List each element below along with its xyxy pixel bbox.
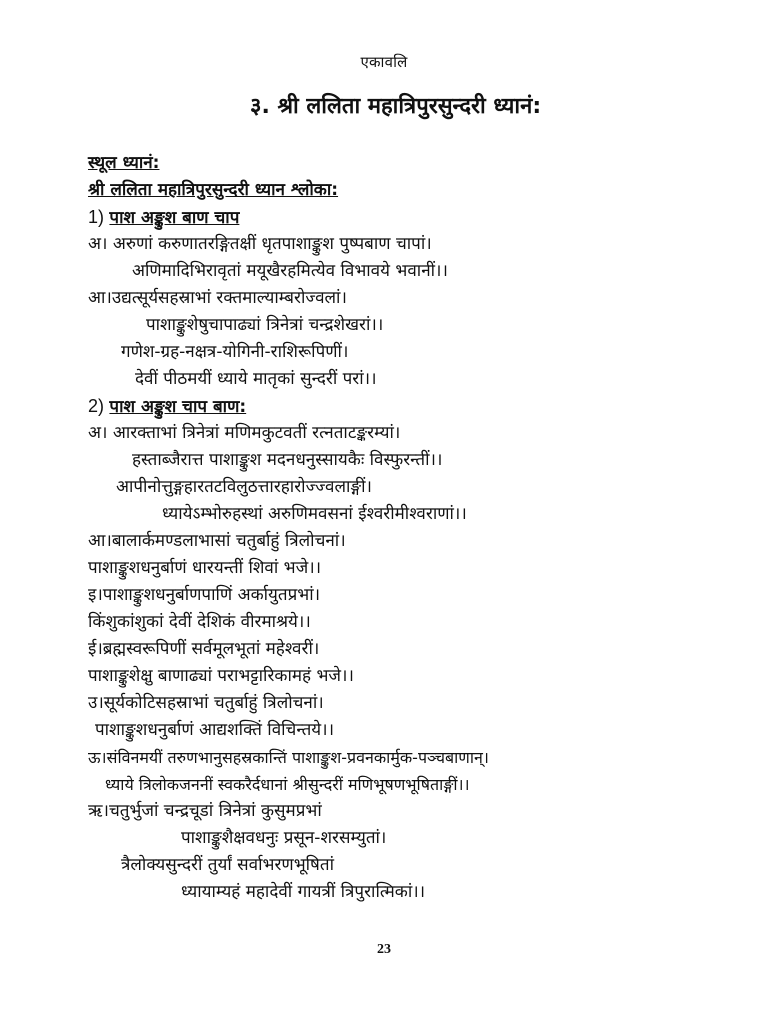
section-label: पाश अङ्कुश बाण चाप	[109, 208, 240, 228]
verse-line: ध्यायाम्यहं महादेवीं गायत्रीं त्रिपुरात्मिकां।।	[181, 882, 426, 902]
section-label: पाश अङ्कुश चाप बाण:	[109, 397, 247, 417]
verse-line: देवीं पीठमयीं ध्याये मातृकां सुन्दरीं परां।।	[135, 369, 377, 389]
section-number: 2)	[88, 396, 105, 416]
verse-line: पाशाङ्कुशेषुचापाढ्यां त्रिनेत्रां चन्द्रशेखरां।।	[146, 315, 384, 335]
verse-line: पाशाङ्कुशधनुर्बाणं धारयन्तीं शिवां भजे।।	[88, 558, 322, 578]
chapter-title: ३. श्री ललिता महात्रिपुरसुन्दरी ध्यानं:	[250, 94, 542, 119]
verse-line: ऊ।संविनमयीं तरुणभानुसहस्रकान्तिं पाशाङ्कुश-प्रवनकार्मुक-पञ्चबाणान्।	[88, 748, 489, 767]
verse-line: ध्यायेऽम्भोरुहस्थां अरुणिमवसनां ईश्वरीमीश्वराणां।।	[162, 504, 467, 524]
verse-line: त्रैलोक्यसुन्दरीं तुर्यां सर्वाभरणभूषितां	[121, 855, 334, 875]
verse-line: पाशाङ्कुशैक्षवधनुः प्रसून-शरसम्युतां।	[181, 828, 387, 848]
verse-line: अणिमादिभिरावृतां मयूखैरहमित्येव विभावये भवानीं।।	[132, 261, 448, 281]
heading-sthula-dhyana: स्थूल ध्यानं:	[88, 153, 160, 173]
verse-line: ध्याये त्रिलोकजननीं स्वकरैर्दधानां श्रीसुन्दरीं मणिभूषणभूषिताङ्गीं।।	[105, 775, 470, 794]
verse-line: आ।बालार्कमण्डलाभासां चतुर्बाहुं त्रिलोचनां।	[88, 531, 346, 551]
heading-dhyana-shlokas: श्री ललिता महात्रिपुरसुन्दरी ध्यान श्लोका:	[88, 180, 339, 200]
verse-line: हस्ताब्जैरात्त पाशाङ्कुश मदनधनुस्सायकैः विस्फुरन्तीं।।	[132, 450, 443, 470]
section-heading-1	[88, 204, 239, 231]
verse-line: इ।पाशाङ्कुशधनुर्बाणपाणिं अर्कायुतप्रभां।	[88, 585, 321, 605]
verse-line: अ। अरुणां करुणातरङ्गितक्षीं धृतपाशाङ्कुश पुष्पबाण चापां।	[88, 234, 432, 254]
verse-line: अ। आरक्ताभां त्रिनेत्रां मणिमकुटवतीं रत्नताटङ्करम्यां।	[88, 423, 401, 443]
verse-line: आ।उद्यत्सूर्यसहस्राभां रक्तमाल्याम्बरोज्वलां।	[88, 288, 347, 308]
verse-line: किंशुकांशुकां देवीं देशिकं वीरमाश्रये।।	[88, 612, 311, 632]
verse-line: पाशाङ्कुशेक्षु बाणाढ्यां पराभट्टारिकामहं भजे।।	[88, 666, 354, 686]
section-number: 1)	[88, 207, 105, 227]
page-number: 23	[377, 942, 391, 957]
verse-line: पाशाङ्कुशधनुर्बाणं आद्यशक्तिं विचिन्तये।।	[95, 720, 335, 740]
verse-line: गणेश-ग्रह-नक्षत्र-योगिनी-राशिरूपिणीं।	[121, 342, 349, 362]
section-heading-2	[88, 393, 246, 420]
verse-line: ऋ।चतुर्भुजां चन्द्रचूडां त्रिनेत्रां कुसुमप्रभां	[88, 801, 322, 821]
verse-line: उ।सूर्यकोटिसहस्राभां चतुर्बाहुं त्रिलोचनां।	[88, 693, 324, 713]
verse-line: ई।ब्रह्मस्वरूपिणीं सर्वमूलभूतां महेश्वरीं।	[88, 639, 320, 659]
verse-line: आपीनोत्तुङ्गहारतटविलुठत्तारहारोज्ज्वलाङ्गीं।	[116, 477, 373, 497]
running-head: एकावलि	[360, 53, 408, 71]
